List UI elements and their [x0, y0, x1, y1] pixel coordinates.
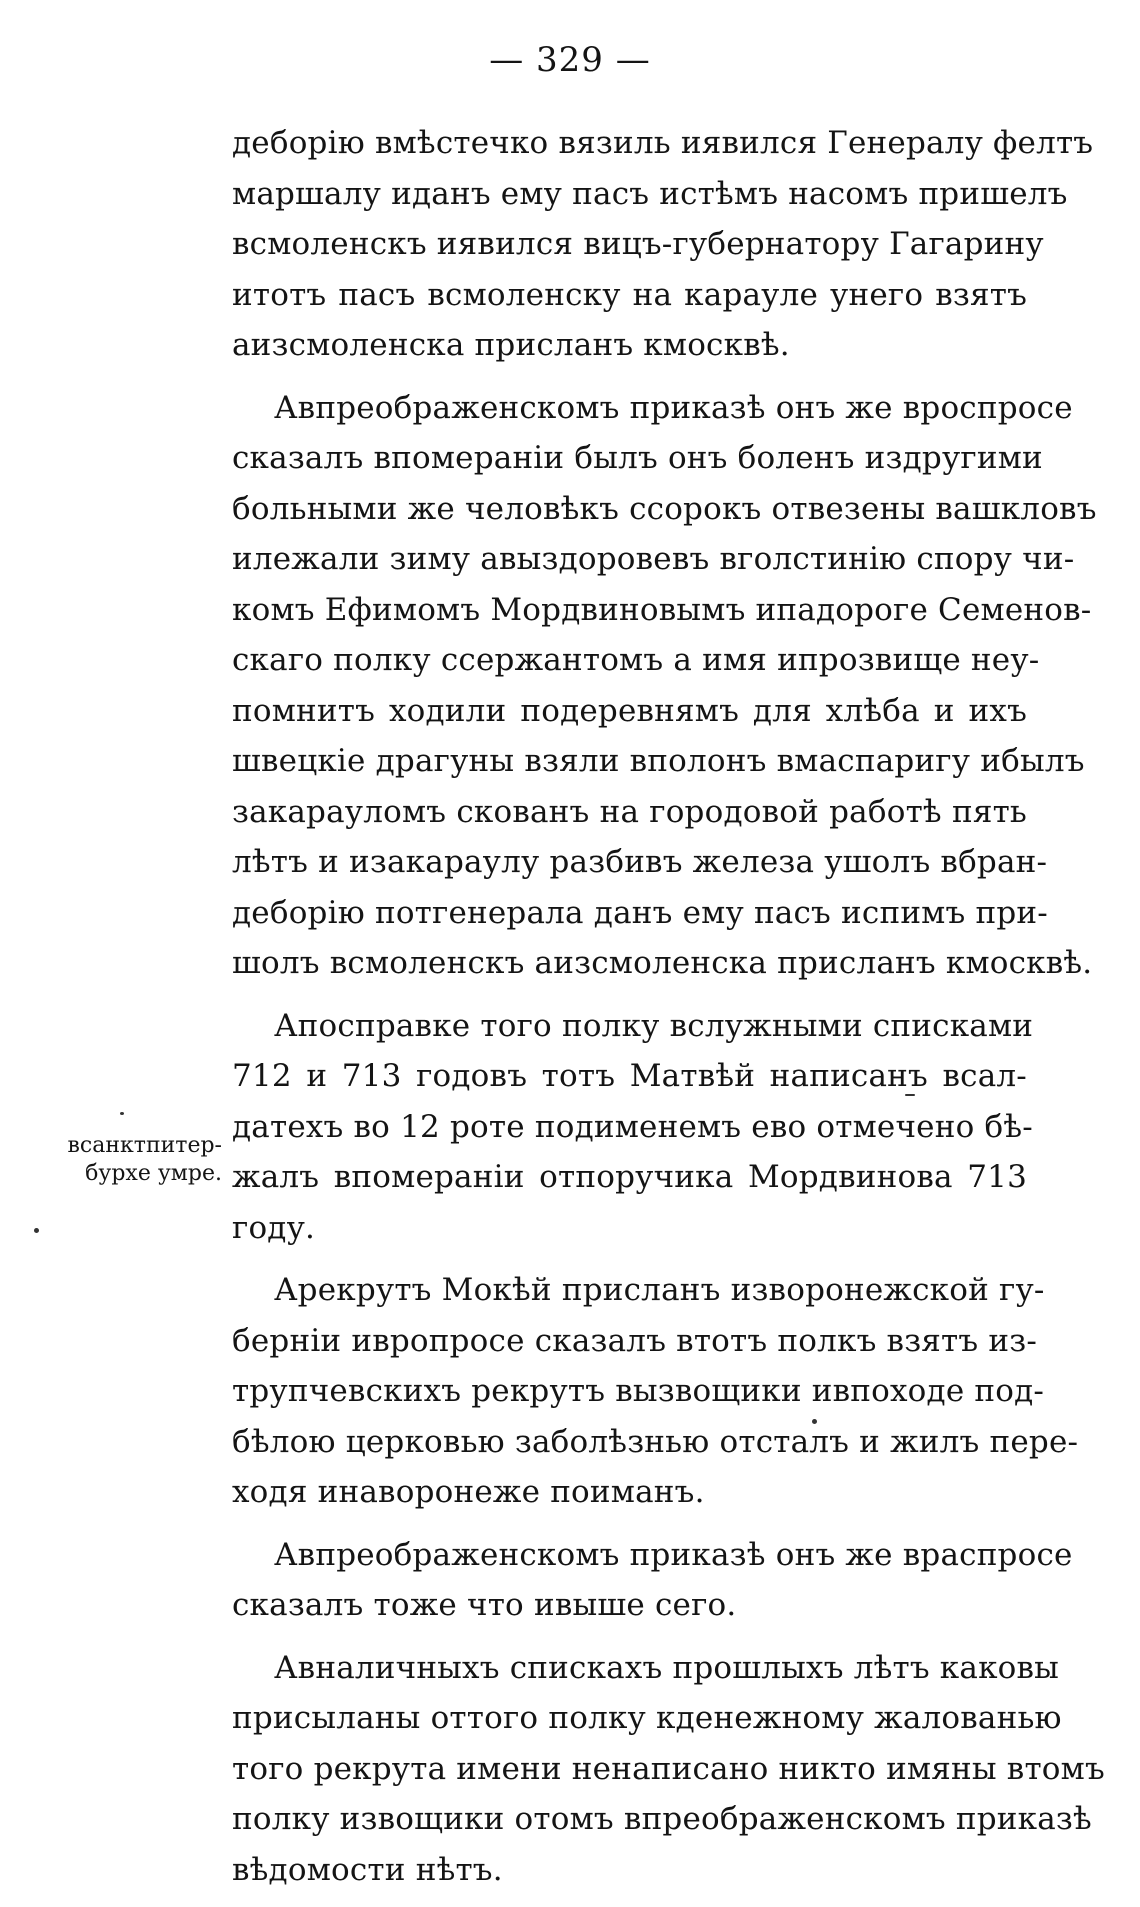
text-line: Арекрутъ Мокѣй присланъ изворонежской гу- — [274, 1272, 1045, 1308]
page-number: — 329 — — [489, 40, 651, 80]
scan-speck — [34, 1228, 39, 1233]
text-line: того рекрута имени ненаписано никто имяны втомъ — [232, 1750, 1105, 1787]
paragraph-1 — [232, 118, 1094, 371]
text-line: датехъ во 12 роте подименемъ ево отмечено бѣ- — [232, 1108, 1033, 1145]
margin-note-line: бурхе умре. — [85, 1161, 222, 1186]
text-line: лѣтъ и изакараулу разбивъ железа ушолъ вбран- — [232, 844, 1048, 880]
text-line: вѣдомости нѣтъ. — [232, 1851, 503, 1888]
text-line: трупчевскихъ рекрутъ вызвощики ивпоходе под- — [232, 1373, 1045, 1409]
text-line: бѣлою церковью заболѣзнью отсталъ и жилъ пере- — [232, 1423, 1079, 1460]
text-line: полку извощики отомъ впреображенскомъ приказѣ — [232, 1801, 1092, 1837]
text-line: Авпреображенскомъ приказѣ онъ же вроспросе — [274, 389, 1073, 426]
text-line: ходя инаворонеже поиманъ. — [232, 1474, 705, 1510]
paragraph-3 — [232, 1001, 1034, 1254]
text-line: году. — [232, 1209, 316, 1246]
text-line: помнитъ ходили подеревнямъ для хлѣба и ихъ — [232, 692, 1027, 729]
margin-note — [52, 1132, 222, 1188]
scan-speck — [905, 1094, 915, 1096]
paragraph-5 — [232, 1530, 1073, 1631]
text-line: Авпреображенскомъ приказѣ онъ же враспросе — [274, 1536, 1073, 1573]
text-line: Авналичныхъ спискахъ прошлыхъ лѣтъ каковы — [274, 1649, 1060, 1686]
scan-speck — [812, 1419, 817, 1424]
text-line: итотъ пасъ всмоленску на карауле унего взятъ — [232, 276, 1027, 313]
paragraph-2 — [232, 383, 1097, 989]
text-line: комъ Ефимомъ Мордвиновымъ ипадороге Семенов- — [232, 591, 1092, 628]
text-line: всмоленскъ иявился вицъ-губернатору Гагарину — [232, 226, 1044, 262]
text-line: сказалъ тоже что ивыше сего. — [232, 1587, 737, 1623]
text-line: присыланы оттого полку кденежному жалованью — [232, 1700, 1062, 1736]
paragraph-4 — [232, 1265, 1079, 1518]
text-line: 712 и 713 годовъ тотъ Матвѣй написанъ всал- — [232, 1058, 1027, 1094]
scan-speck — [120, 1112, 124, 1115]
text-line: деборію потгенерала данъ ему пасъ испимъ при- — [232, 894, 1048, 931]
text-line: больными же человѣкъ ссорокъ отвезены вашкловъ — [232, 490, 1097, 527]
text-line: Апосправке того полку вслужными списками — [274, 1007, 1034, 1044]
text-line: маршалу иданъ ему пасъ истѣмъ насомъ пришелъ — [232, 175, 1068, 212]
text-line: берніи ивропросе сказалъ втотъ полкъ взятъ из- — [232, 1322, 1038, 1359]
text-line: илежали зиму авыздоровевъ вголстинію спору чи- — [232, 541, 1075, 577]
text-line: сказалъ впомераніи былъ онъ боленъ издругими — [232, 440, 1043, 476]
text-line: жалъ впомераніи отпоручика Мордвинова 713 — [232, 1159, 1027, 1195]
text-line: аизсмоленска присланъ кмосквѣ. — [232, 327, 790, 363]
paragraph-6 — [232, 1643, 1105, 1896]
body-text — [232, 118, 1105, 1907]
margin-note-line: всанктпитер- — [67, 1133, 222, 1158]
text-line: шолъ всмоленскъ аизсмоленска присланъ кмосквѣ. — [232, 945, 1093, 981]
text-line: скаго полку ссержантомъ а имя ипрозвище неу- — [232, 642, 1040, 678]
text-line: швецкіе драгуны взяли вполонъ вмаспаригу ибылъ — [232, 743, 1085, 779]
text-line: деборію вмѣстечко вязиль иявился Генералу фелтъ — [232, 125, 1094, 161]
text-line: закарауломъ скованъ на городовой работѣ пять — [232, 793, 1027, 830]
